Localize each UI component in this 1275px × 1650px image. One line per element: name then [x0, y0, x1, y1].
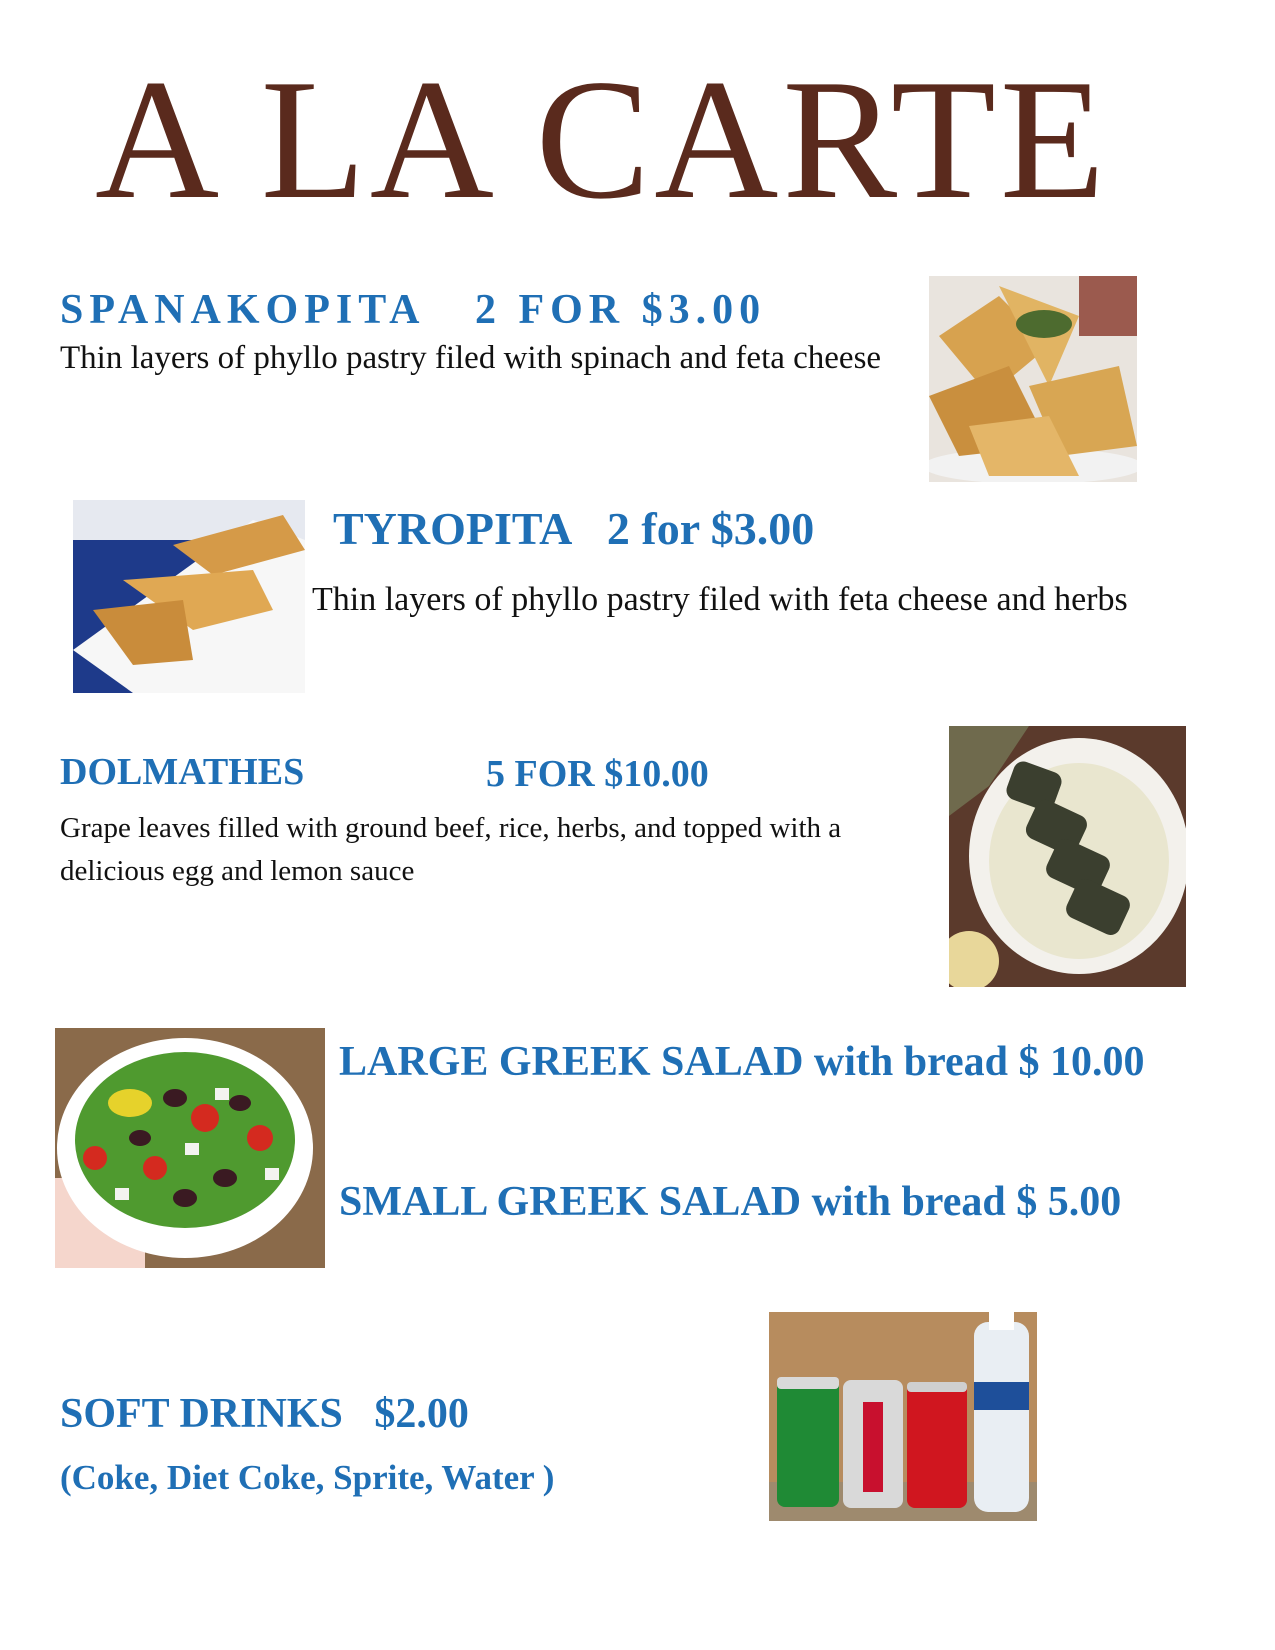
greek-salad-photo [55, 1028, 325, 1268]
spanakopita-name: SPANAKOPITA [60, 287, 426, 333]
soft-drinks-name: SOFT DRINKS [60, 1391, 343, 1437]
dolmathes-description: Grape leaves filled with ground beef, rice, herbs, and topped with a delicious egg and lemon sauce [60, 812, 842, 887]
tyropita-name: TYROPITA [333, 503, 573, 554]
soft-drinks-options: (Coke, Diet Coke, Sprite, Water ) [60, 1458, 555, 1497]
spanakopita-price: 2 FOR $3.00 [474, 287, 767, 333]
small-greek-salad: SMALL GREEK SALAD with bread $ 5.00 [339, 1179, 1122, 1225]
page-title: A LA CARTE [95, 45, 1109, 235]
soft-drinks-price: $2.00 [374, 1391, 469, 1437]
spanakopita-description: Thin layers of phyllo pastry filed with spinach and feta cheese [60, 340, 882, 376]
spanakopita-photo [929, 276, 1137, 482]
soft-drinks-photo [769, 1312, 1037, 1521]
dolmathes-price: 5 FOR $10.00 [486, 753, 709, 795]
soft-drinks-heading [60, 1390, 469, 1438]
tyropita-description: Thin layers of phyllo pastry filed with feta cheese and herbs [312, 581, 1128, 618]
tyropita-photo [73, 500, 305, 693]
dolmathes-photo [949, 726, 1186, 987]
large-greek-salad: LARGE GREEK SALAD with bread $ 10.00 [339, 1039, 1145, 1085]
tyropita-price: 2 for $3.00 [606, 503, 815, 554]
spanakopita-heading [60, 286, 766, 334]
tyropita-heading [333, 502, 814, 555]
dolmathes-name: DOLMATHES [60, 751, 305, 793]
